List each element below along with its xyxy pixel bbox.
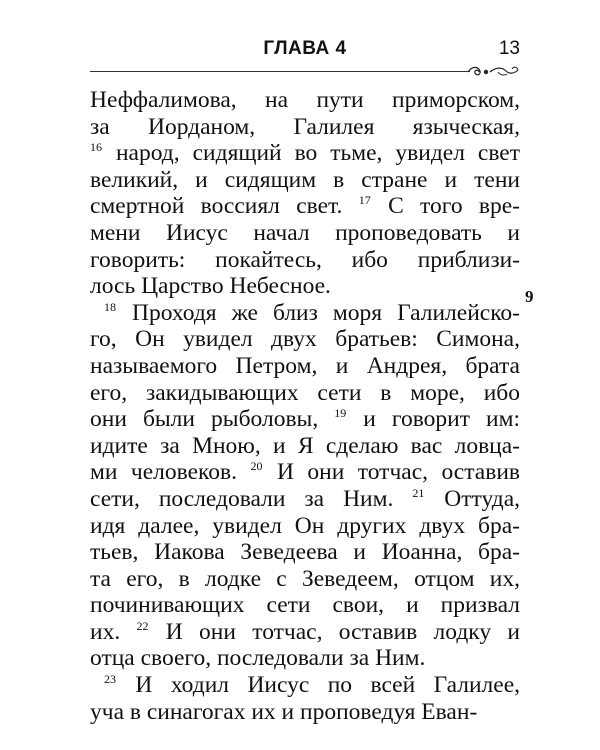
- paragraph: [90, 88, 520, 299]
- verse-text: та его, в лодке с Зеведеем, отцом их,: [90, 565, 520, 592]
- verse-number: 18: [104, 299, 116, 314]
- verse-text: И они тотчас, оставив лодку и: [149, 618, 521, 645]
- verse-text: ми человеков.: [90, 459, 251, 486]
- verse-text: великий, и сидящим в стране и тени: [90, 166, 520, 193]
- text-line: [90, 354, 520, 379]
- text-line: [90, 646, 520, 671]
- text-line: [90, 221, 520, 246]
- header-rule: [90, 71, 470, 72]
- text-line: [90, 700, 520, 725]
- verse-text: мени Иисус начал проповедовать и: [90, 219, 520, 246]
- verse-number: 16: [90, 140, 102, 155]
- text-line: [90, 194, 520, 219]
- verse-text: за Иорданом, Галилея языческая,: [90, 113, 520, 140]
- text-line: [90, 407, 520, 432]
- verse-number: 23: [104, 672, 116, 687]
- page-header: [90, 34, 520, 74]
- verse-text: и говорит им:: [347, 406, 521, 433]
- text-line: [90, 274, 520, 299]
- verse-text: идя далее, увидел Он других двух бра-: [90, 512, 520, 539]
- verse-text: народ, сидящий во тьме, увидел свет: [103, 140, 520, 167]
- text-line: [90, 673, 520, 698]
- text-line: [90, 381, 520, 406]
- margin-verse-number: 9: [525, 287, 534, 306]
- text-line: [90, 115, 520, 140]
- verse-text: И ходил Иисус по всей Галилее,: [117, 672, 520, 699]
- verse-text: тьев, Иакова Зеведеева и Иоанна, бра-: [90, 539, 520, 566]
- verse-text: сети, последовали за Ним.: [90, 485, 413, 512]
- verse-text: смертной воссиял свет.: [90, 193, 359, 220]
- verse-number: 17: [358, 193, 371, 208]
- verse-text: С того вре-: [371, 193, 520, 220]
- text-line: [90, 593, 520, 618]
- verse-number: 19: [334, 406, 347, 421]
- verse-text: идите за Мною, и Я сделаю вас ловца-: [90, 432, 520, 459]
- verse-text: уча в синагогах их и проповедуя Еван-: [90, 698, 478, 725]
- verse-text: Проходя же близ моря Галилейско-: [117, 299, 520, 326]
- verse-text: го, Он увидел двух братьев: Симона,: [90, 326, 520, 353]
- verse-text: лось Царство Небесное.: [90, 273, 331, 300]
- text-line: [90, 301, 520, 326]
- verse-text: починивающих сети свои, и призвал: [90, 592, 520, 619]
- text-line: [90, 434, 520, 459]
- verse-number: 21: [412, 485, 425, 500]
- verse-number: 22: [136, 618, 149, 633]
- text-line: [90, 487, 520, 512]
- chapter-title: ГЛАВА 4: [263, 38, 347, 59]
- text-line: [90, 460, 520, 485]
- verse-text: они были рыболовы,: [90, 406, 335, 433]
- verse-text: Неффалимова, на пути приморском,: [90, 87, 520, 113]
- text-line: [90, 540, 520, 565]
- text-line: [90, 327, 520, 352]
- verse-text: называемого Петром, и Андрея, брата: [90, 352, 520, 379]
- text-line: [90, 168, 520, 193]
- verse-text: их.: [90, 618, 137, 645]
- text-line: [90, 141, 520, 166]
- verse-number: 20: [250, 459, 263, 474]
- paragraph: [90, 673, 520, 724]
- text-line: [90, 620, 520, 645]
- text-line: [90, 248, 520, 273]
- paragraph: [90, 301, 520, 671]
- text-line: [90, 567, 520, 592]
- scripture-text: [90, 88, 520, 724]
- verse-text: его, закидывающих сети в море, ибо: [90, 379, 520, 406]
- text-line: [90, 88, 520, 113]
- verse-text: Оттуда,: [425, 485, 520, 512]
- flourish-ornament-icon: [466, 63, 520, 79]
- verse-text: отца своего, последовали за Ним.: [90, 645, 426, 672]
- verse-text: И они тотчас, оставив: [263, 459, 520, 486]
- text-line: [90, 514, 520, 539]
- page-number: 13: [498, 38, 520, 59]
- verse-text: говорить: покайтесь, ибо приблизи-: [90, 246, 520, 273]
